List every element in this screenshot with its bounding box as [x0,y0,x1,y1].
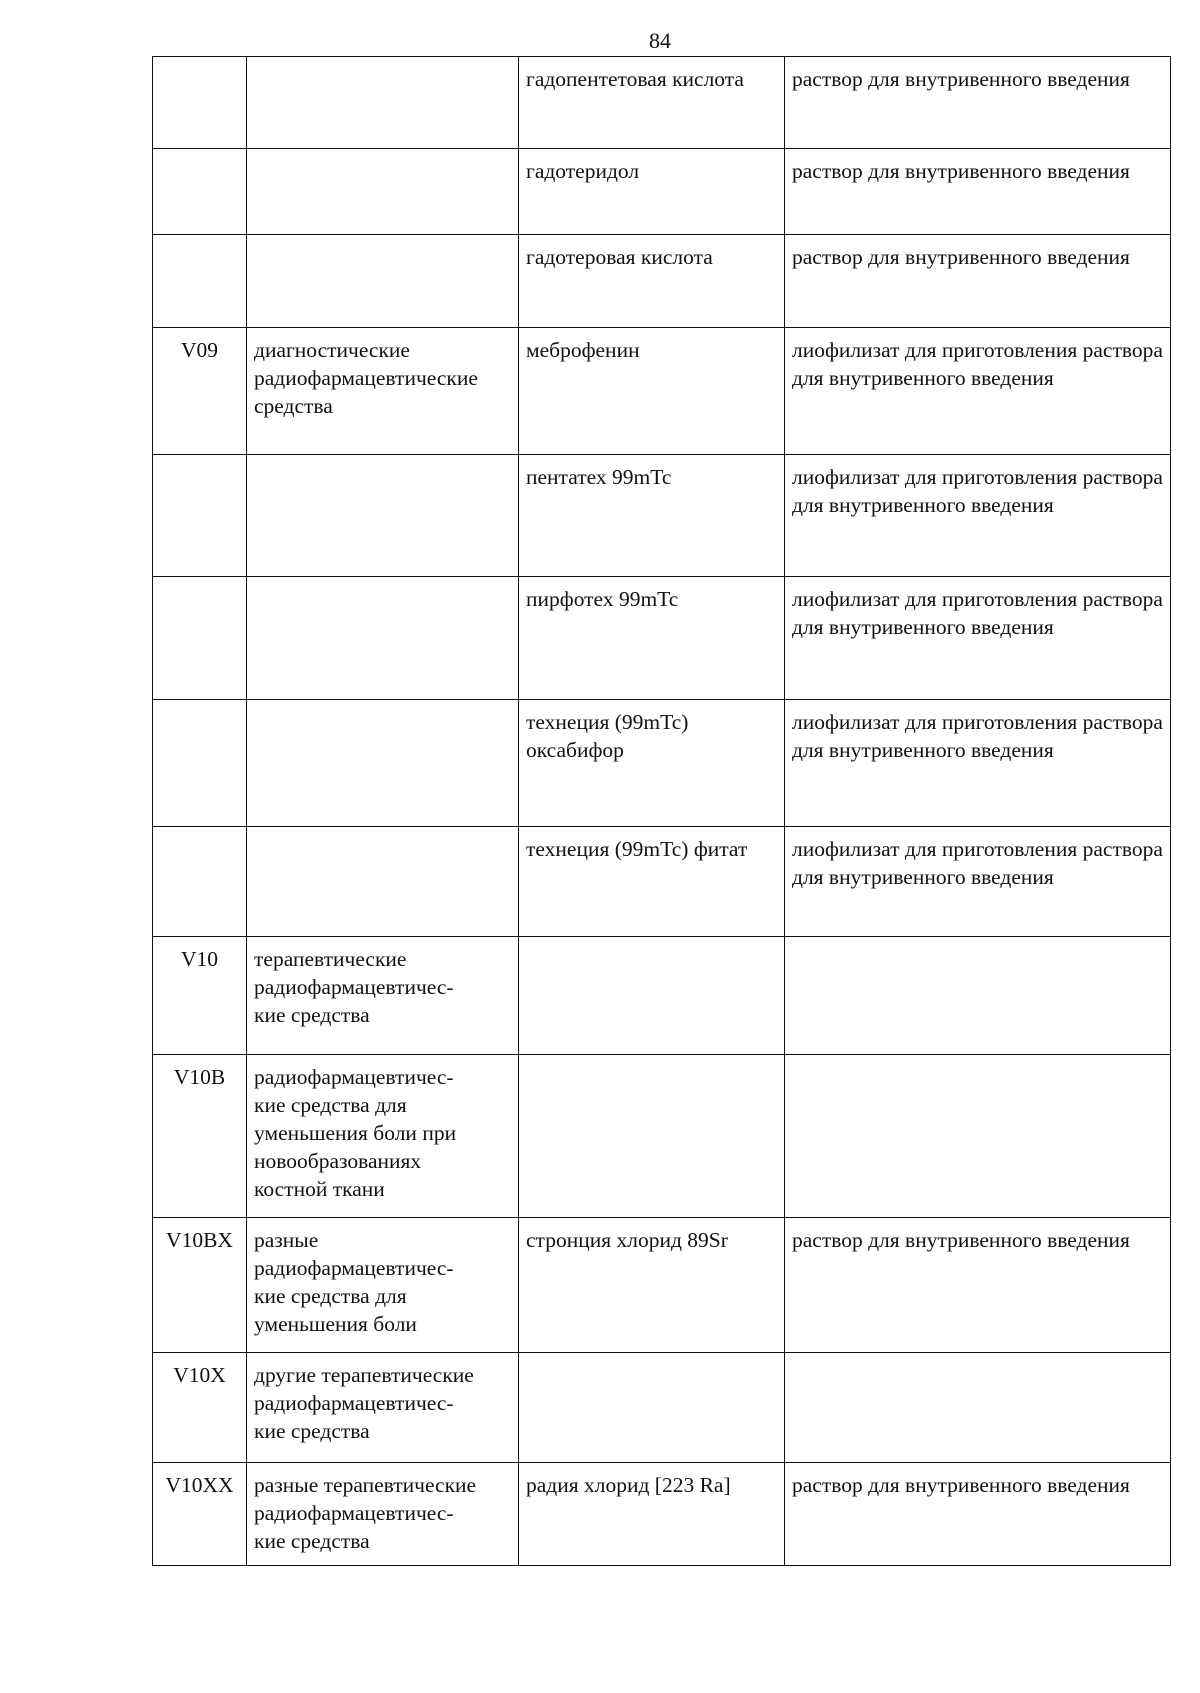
dosage-form-cell: раствор для внутривенного введения [785,1463,1171,1566]
table-row [153,1055,1171,1218]
atc-code-cell: V09 [153,328,247,455]
table-row [153,937,1171,1055]
group-name-cell: другие терапевтические радиофармацевтичес- кие средства [247,1353,519,1463]
dosage-form-cell: раствор для внутривенного введения [785,235,1171,328]
drug-name-cell: пентатех 99mTc [519,455,785,577]
drug-name-cell: технеция (99mTc) фитат [519,827,785,937]
group-name-cell: разные радиофармацевтичес- кие средства для уменьшения боли [247,1218,519,1353]
dosage-form-cell: лиофилизат для приготовления раствора для внутривенного введения [785,577,1171,700]
group-name-cell [247,577,519,700]
table-row [153,1218,1171,1353]
drug-name-cell [519,937,785,1055]
group-name-cell: диагностические радиофармацевтические средства [247,328,519,455]
group-name-cell: разные терапевтические радиофармацевтичес- кие средства [247,1463,519,1566]
atc-code-cell: V10X [153,1353,247,1463]
page-number: 84 [649,28,671,53]
drug-name-cell: меброфенин [519,328,785,455]
group-name-cell [247,149,519,235]
dosage-form-cell: раствор для внутривенного введения [785,57,1171,149]
drug-name-cell: стронция хлорид 89Sr [519,1218,785,1353]
atc-code-cell [153,57,247,149]
dosage-form-cell [785,1055,1171,1218]
atc-code-cell [153,149,247,235]
drug-name-cell: гадотеридол [519,149,785,235]
drug-name-cell: технеция (99mTc) оксабифор [519,700,785,827]
drug-name-cell: гадопентетовая кислота [519,57,785,149]
dosage-form-cell: лиофилизат для приготовления раствора для внутривенного введения [785,455,1171,577]
group-name-cell: терапевтические радиофармацевтичес- кие средства [247,937,519,1055]
atc-code-cell [153,455,247,577]
atc-code-cell [153,700,247,827]
drug-name-cell: пирфотех 99mTc [519,577,785,700]
drug-name-cell [519,1353,785,1463]
group-name-cell [247,455,519,577]
dosage-form-cell [785,1353,1171,1463]
drug-name-cell: радия хлорид [223 Ra] [519,1463,785,1566]
atc-code-cell: V10XX [153,1463,247,1566]
dosage-form-cell [785,937,1171,1055]
dosage-form-cell: раствор для внутривенного введения [785,149,1171,235]
dosage-form-cell: лиофилизат для приготовления раствора для внутривенного введения [785,328,1171,455]
dosage-form-cell: раствор для внутривенного введения [785,1218,1171,1353]
table-row [153,827,1171,937]
table-row [153,455,1171,577]
atc-code-cell [153,235,247,328]
table-row [153,57,1171,149]
table-row [153,235,1171,328]
group-name-cell [247,827,519,937]
atc-code-cell [153,577,247,700]
drug-name-cell [519,1055,785,1218]
table-row [153,1463,1171,1566]
atc-code-cell [153,827,247,937]
atc-code-cell: V10BX [153,1218,247,1353]
drug-table [152,56,1171,1566]
group-name-cell: радиофармацевтичес- кие средства для уменьшения боли при новообразованиях костной ткани [247,1055,519,1218]
table-row [153,1353,1171,1463]
dosage-form-cell: лиофилизат для приготовления раствора для внутривенного введения [785,827,1171,937]
atc-code-cell: V10B [153,1055,247,1218]
table-row [153,328,1171,455]
drug-name-cell: гадотеровая кислота [519,235,785,328]
table-row [153,149,1171,235]
dosage-form-cell: лиофилизат для приготовления раствора для внутривенного введения [785,700,1171,827]
table-row [153,700,1171,827]
atc-code-cell: V10 [153,937,247,1055]
group-name-cell [247,700,519,827]
group-name-cell [247,57,519,149]
table-row [153,577,1171,700]
group-name-cell [247,235,519,328]
